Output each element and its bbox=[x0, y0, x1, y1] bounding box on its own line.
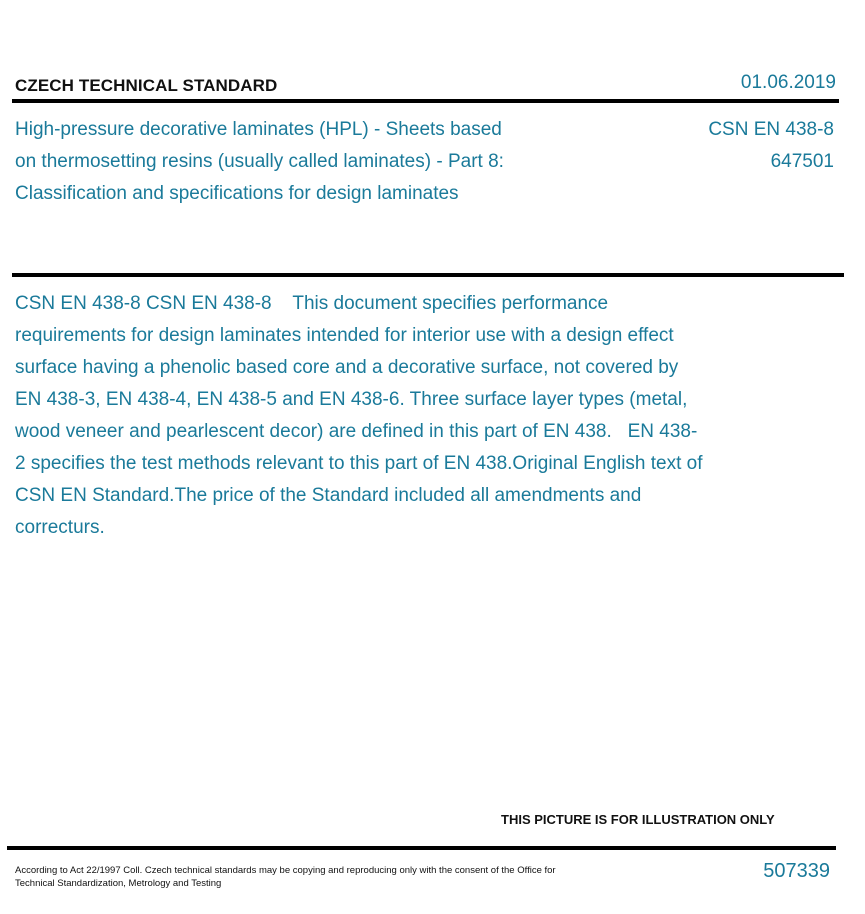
standard-title: High-pressure decorative laminates (HPL) - Sheets based on thermosetting resins (usually called laminates) - Part 8: Classification and specifications for design laminates bbox=[15, 119, 504, 204]
standard-abstract: CSN EN 438-8 CSN EN 438-8 This document specifies performance requirements for design laminates intended for interior use with a design effect surface having a phenolic based core and a decorative surface, not covered by EN 438-3, EN 438-4, EN 438-5 and EN 438-6. Three surface layer types (metal, wood veneer and pearlescent decor) are defined in this part of EN 438. EN 438-2 specifies the test methods relevant to this part of EN 438.Original English text of CSN EN Standard.The price of the Standard included all amendments and correcturs. bbox=[15, 293, 708, 538]
standard-identifiers bbox=[708, 114, 834, 178]
document-number: 507339 bbox=[763, 860, 830, 882]
footer-divider bbox=[7, 846, 836, 850]
title-divider bbox=[12, 273, 844, 277]
standard-code: CSN EN 438-8 bbox=[708, 119, 834, 140]
document-type-label: CZECH TECHNICAL STANDARD bbox=[15, 76, 278, 95]
publication-date: 01.06.2019 bbox=[740, 72, 836, 93]
illustration-disclaimer: THIS PICTURE IS FOR ILLUSTRATION ONLY bbox=[501, 812, 775, 827]
catalog-number: 647501 bbox=[770, 151, 834, 172]
header-divider bbox=[12, 99, 839, 103]
legal-notice: According to Act 22/1997 Coll. Czech technical standards may be copying and reproducing only with the consent of the Office for Technical Standardization, Metrology and Testing bbox=[15, 865, 556, 889]
